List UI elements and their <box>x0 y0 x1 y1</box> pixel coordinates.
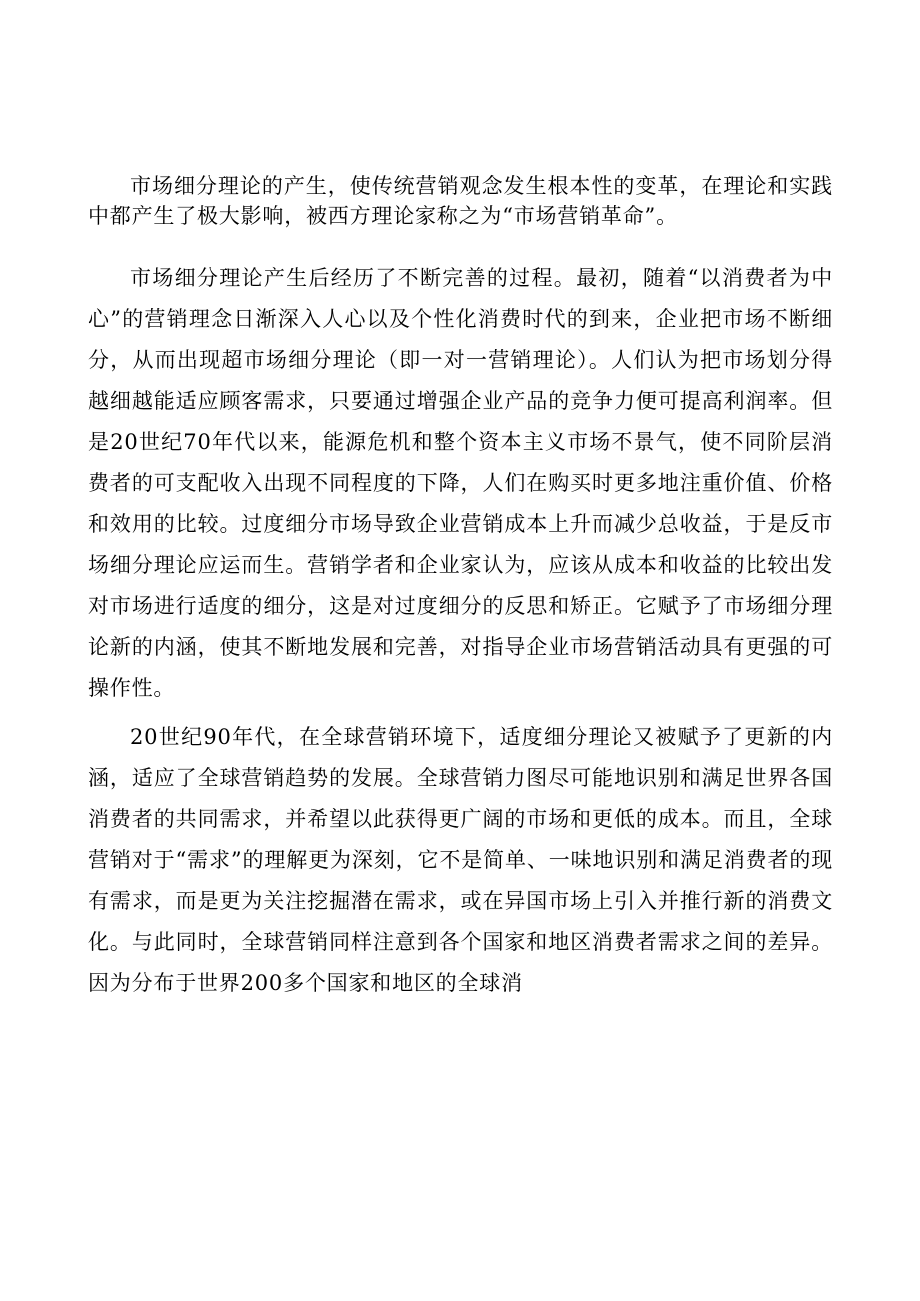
paragraph-3: 20世纪90年代，在全球营销环境下，适度细分理论又被赋予了更新的内涵，适应了全球营销趋势的发展。全球营销力图尽可能地识别和满足世界各国消费者的共同需求，并希望以此获得更广阔的市场和更低的成本。而且，全球营销对于“需求”的理解更为深刻，它不是简单、一味地识别和满足消费者的现有需求，而是更为关注挖掘潜在需求，或在异国市场上引入并推行新的消费文化。与此同时，全球营销同样注意到各个国家和地区消费者需求之间的差异。因为分布于世界200多个国家和地区的全球消 <box>88 725 833 995</box>
paragraph-2: 市场细分理论产生后经历了不断完善的过程。最初，随着“以消费者为中心”的营销理念日渐深入人心以及个性化消费时代的到来，企业把市场不断细分，从而出现超市场细分理论（即一对一营销理论）。人们认为把市场划分得越细越能适应顾客需求，只要通过增强企业产品的竞争力便可提高利润率。但是20世纪70年代以来，能源危机和整个资本主义市场不景气，使不同阶层消费者的可支配收入出现不同程度的下降，人们在购买时更多地注重价值、价格和效用的比较。过度细分市场导致企业营销成本上升而减少总收益，于是反市场细分理论应运而生。营销学者和企业家认为，应该从成本和收益的比较出发对市场进行适度的细分，这是对过度细分的反思和矫正。它赋予了市场细分理论新的内涵，使其不断地发展和完善，对指导企业市场营销活动具有更强的可操作性。 <box>88 266 833 700</box>
document-page <box>88 171 833 1012</box>
paragraph-1: 市场细分理论的产生，使传统营销观念发生根本性的变革，在理论和实践中都产生了极大影响，被西方理论家称之为“市场营销革命”。 <box>88 174 833 228</box>
